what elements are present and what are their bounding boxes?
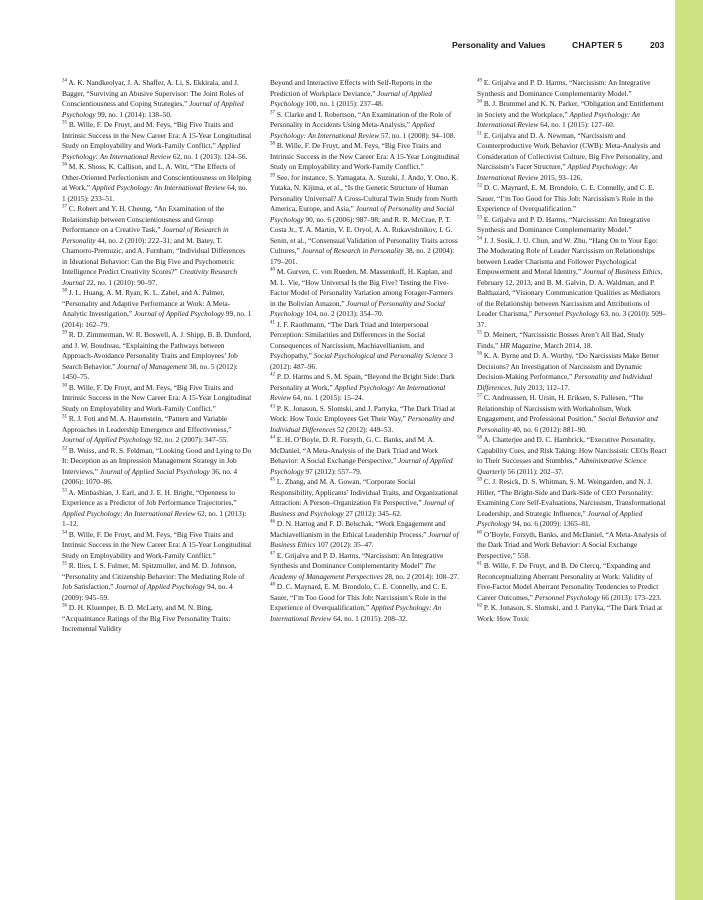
- reference-text: 94, no. 4 (2009): 945–59.: [62, 582, 233, 602]
- reference-text: 94, no. 6 (2009): 1365–81.: [510, 519, 591, 528]
- endnote-number: 43: [270, 404, 275, 410]
- reference-text: 36, no. 4 (2006): 1070–86.: [62, 466, 238, 486]
- publication-title: Journal of Business and Psychology: [270, 498, 454, 518]
- endnote-reference: [270, 551, 460, 583]
- reference-text: , March 2014, 18.: [540, 340, 593, 350]
- endnote-reference: [62, 530, 252, 562]
- endnote-reference: [270, 320, 460, 373]
- publication-title: Applied Psychology: An International Review: [91, 183, 226, 192]
- endnote-reference: [270, 110, 460, 142]
- reference-text: 66 (2013): 173–223.: [599, 592, 662, 602]
- endnotes-column-1: [62, 78, 252, 635]
- reference-text: D. C. Maynard, E. M. Brondolo, C. E. Connelly, and C. E. Sauer, “I’m Too Good for This Job: Narcissism’s Role in the Experience of Overqualification,”: [270, 582, 448, 612]
- reference-text: 62, no. 1 (2013): 1–12.: [62, 508, 247, 528]
- endnote-reference: [62, 603, 252, 635]
- publication-title: Journal of Applied Social Psychology: [99, 466, 210, 476]
- reference-text: R. Ilies, I. S. Fulmer, M. Spitzmuller, and M. D. Johnson, “Personality and Citizenship Behavior: The Mediating Role of Job Satisfaction,”: [62, 561, 245, 591]
- reference-text: E. Grijalva and D. A. Newman, “Narcissism and Counterproductive Work Behavior (CWB): Meta-Analysis and Consideration of Collectivist Culture, Big Five Personality, and Narcissism’s Facet Structure,”: [477, 130, 663, 171]
- reference-text: E. Grijalva and P. D. Harms, “Narcissism: An Integrative Synthesis and Dominance Complementarity Model.”: [477, 78, 651, 98]
- reference-text: M. K. Shoss, K. Callison, and L. A. Witt, “The Effects of Other-Oriented Perfectionism and Conscientiousness on Helping at Work,”: [62, 162, 252, 192]
- endnote-reference: [477, 330, 667, 351]
- endnote-reference: [270, 519, 460, 551]
- endnote-reference: [270, 435, 460, 477]
- reference-text: 44, no. 2 (2010): 222–31; and M. Batey, T. Chamorro-Premuzic, and A. Furnham, “Individual Differences in Ideational Behavior: Can the Big Five and Psychometric Intelligence Predict Creativity Scores?”: [62, 235, 246, 276]
- endnote-reference: [270, 267, 460, 320]
- endnote-number: 46: [270, 519, 275, 525]
- reference-text: D. C. Maynard, E. M. Brondolo, C. E. Connelly, and C. E. Sauer, “I’m Too Good for This Job: Narcissism’s Role in the Experience of Overqualification.”: [477, 183, 655, 213]
- endnote-number: 53: [477, 215, 482, 221]
- endnote-reference: [270, 477, 460, 519]
- reference-text: P. K. Jonason, S. Slomski, and J. Partyka, “The Dark Triad at Work: How Toxic: [477, 603, 663, 623]
- endnote-number: 50: [477, 99, 482, 105]
- endnote-number: 39: [270, 173, 275, 179]
- reference-text: D. H. Kluemper, B. D. McLarty, and M. N. Bing, “Acquaintance Ratings of the Big Five Personality Traits: Incremental Validity: [62, 603, 231, 633]
- reference-text: 99, no. 1 (2014): 162–79.: [62, 309, 252, 329]
- endnotes-column-2: [270, 78, 460, 624]
- endnote-number: 36: [62, 162, 67, 168]
- publication-title: Personality and Individual Differences: [477, 372, 653, 392]
- publication-title: Applied Psychology: An International Review: [270, 603, 442, 623]
- endnote-number: 45: [270, 477, 275, 483]
- reference-text: 64, no. 1 (2015): 15–24.: [291, 393, 364, 402]
- endnote-number: 39: [62, 330, 67, 336]
- endnote-number: 62: [477, 603, 482, 609]
- endnote-reference: [477, 530, 667, 562]
- reference-text: L. Zhang, and M. A. Gowan, “Corporate Social Responsibility, Applicants’ Individual Traits, and Organizational Attraction: A Person–Organization Fit Perspective,”: [270, 477, 458, 507]
- publication-title: Social Behavior and Personality: [477, 414, 658, 434]
- reference-text: E. Grijalva and P. D. Harms, “Narcissism: An Integrative Synthesis and Dominance Complementarity Model”: [270, 550, 444, 570]
- section-title: Personality and Values: [452, 40, 546, 50]
- publication-title: The Academy of Management Perspectives: [270, 561, 436, 581]
- reference-text: J. F. Rauthmann, “The Dark Triad and Interpersonal Perception: Similarities and Differences in the Social Consequences of Narcissism, Machiavellianism, and Psychopathy,”: [270, 319, 429, 360]
- reference-text: 3 (2012): 487–96.: [270, 351, 453, 371]
- publication-title: Applied Psychology: An International Review: [477, 109, 640, 129]
- endnote-reference: [62, 162, 252, 204]
- endnote-reference: [477, 561, 667, 603]
- chapter-label: CHAPTER 5: [572, 40, 623, 50]
- reference-text: A. Minbashian, J. Earl, and J. E. H. Bright, “Openness to Experience as a Predictor of Job Performance Trajectories,”: [62, 487, 237, 507]
- endnote-reference: [477, 435, 667, 477]
- endnote-number: 48: [270, 582, 275, 588]
- publication-title: Journal of Applied Psychology: [270, 88, 432, 108]
- publication-title: Journal of Applied Psychology: [133, 309, 224, 318]
- endnote-reference: [270, 141, 460, 173]
- reference-text: R. J. Foti and M. A. Hauenstein, “Pattern and Variable Approaches in Leadership Emergence and Effectiveness,”: [62, 414, 232, 434]
- publication-title: Applied Psychology: An International Review: [62, 141, 241, 161]
- publication-title: Applied Psychology: An International Review: [477, 162, 638, 182]
- endnote-reference: [62, 120, 252, 162]
- reference-text: B. Wille, F. De Fruyt, and M. Feys, “Big Five Traits and Intrinsic Success in the New Career Era: A 15-Year Longitudinal Study on Employability and Work-Family Conflict.”: [62, 529, 252, 560]
- reference-text: , July 2013, 112–17.: [510, 382, 570, 392]
- endnotes-column-3: [477, 78, 667, 624]
- publication-title: Journal of Research in Personality: [62, 225, 229, 245]
- endnote-number: 31: [62, 414, 67, 420]
- reference-text: 28, no. 2 (2014): 108–27.: [382, 571, 460, 581]
- reference-text: A. K. Nandkeolyar, J. A. Shaffer, A. Li, S. Ekkirala, and J. Bagger, “Surviving an Abusive Supervisor: The Joint Roles of Conscientiousness and Coping Strategies,”: [62, 78, 244, 108]
- endnote-number: 32: [62, 446, 67, 452]
- endnote-number: 34: [62, 78, 67, 84]
- reference-text: B. Wille, F. De Fruyt, and M. Feys, “Big Five Traits and Intrinsic Success in the New Career Era: A 15-Year Longitudinal Study on Employability and Work-Family Conflict,”: [62, 120, 252, 150]
- endnote-number: 58: [477, 435, 482, 441]
- publication-title: Applied Psychology: An International Review: [270, 120, 435, 140]
- reference-text: C. Robert and Y. H. Cheung, “An Examination of the Relationship between Conscientiousness and Group Performance on a Creative Task,”: [62, 204, 225, 234]
- endnote-number: 59: [477, 477, 482, 483]
- reference-text: R. D. Zimmerman, W. R. Boswell, A. J. Shipp, B. B. Dunford, and J. W. Boudreau, “Explaining the Pathways between Approach-Avoidance Personality Traits and Employees’ Job Search Behavior,”: [62, 330, 252, 371]
- reference-text: B. Weiss, and R. S. Feldman, “Looking Good and Lying to Do It: Deception as an Impression Management Strategy in Job Interviews,”: [62, 445, 252, 476]
- endnote-number: 35: [62, 561, 67, 567]
- reference-text: 64, no. 1 (2015): 127–60.: [538, 120, 615, 129]
- endnote-reference: [477, 183, 667, 215]
- reference-text: C. J. Resick, D. S. Whitman, S. M. Weingarden, and N. J. Hiller, “The Bright-Side and Dark-Side of CEO Personality: Examining Core Self-Evaluations, Narcissism, Transformational Leadership, and Strategic Influence,”: [477, 477, 666, 518]
- publication-title: HR Magazine: [500, 340, 541, 350]
- publication-title: Personnel Psychology: [533, 309, 599, 318]
- endnote-reference: [62, 414, 252, 446]
- reference-text: J. J. Sosik, J. U. Chun, and W. Zhu, “Hang On to Your Ego: The Moderating Role of Leader Narcissism on Relationships between Leader Charisma and Follower Psychological Empowerment and Moral Identity,”: [477, 235, 658, 276]
- endnote-reference: [477, 131, 667, 184]
- reference-text: See, for instance, S. Yamagata, A. Suzuki, J. Ando, Y. Ono, K. Yutaka, N. Kijima, et al., “Is the Genetic Structure of Human Personality Universal? A Cross-Cultural Twin Study from North America, Europe, and Asia,”: [270, 172, 459, 213]
- reference-text: P. D. Harms and S. M. Spain, “Beyond the Bright Side: Dark Personality at Work,”: [270, 372, 455, 392]
- reference-text: 22, no. 1 (2010): 90–97.: [84, 277, 158, 287]
- reference-text: B. Wille, F. De Fruyt, and M. Feys, “Big Five Traits and Intrinsic Success in the New Career Era: A 15-Year Longitudinal Study on Employability and Work-Family Conflict.”: [62, 382, 252, 413]
- endnote-reference: [62, 488, 252, 530]
- reference-text: , February 12, 2013, and B. M. Galvin, D. A. Waldman, and P. Balthazard, “Visionary Communication Qualities as Mediators of the Relationship between Narcissism and Attributions of Leader Charisma,”: [477, 267, 663, 318]
- endnote-reference: [477, 215, 667, 236]
- endnote-number: 40: [270, 267, 275, 273]
- reference-text: 52 (2012): 449–53.: [335, 424, 394, 434]
- publication-title: Personality and Individual Differences: [270, 414, 455, 434]
- reference-text: M. Gurven, C. von Rueden, M. Massenkoff, H. Kaplan, and M. L. Vie, “How Universal Is the Big Five? Testing the Five-Factor Model of Personality Variation among Forager-Farmers in the Bolivian Amazon,”: [270, 267, 453, 308]
- endnote-number: 44: [270, 435, 275, 441]
- reference-text: K. A. Byrne and D. A. Worthy, “Do Narcissists Make Better Decisions? An Investigation of Narcissism and Dynamic Decision-Making Performance,”: [477, 351, 660, 381]
- reference-text: 107 (2012): 35–47.: [315, 540, 374, 549]
- reference-text: 2015, 93–126.: [538, 172, 583, 182]
- publication-title: Journal of Research in Personality: [301, 246, 404, 255]
- publication-title: Journal of Management: [117, 361, 188, 371]
- publication-title: Journal of Applied Psychology: [477, 508, 643, 528]
- endnote-reference: [477, 99, 667, 131]
- publication-title: Journal of Applied Psychology: [115, 582, 206, 591]
- endnote-number: 34: [62, 530, 67, 536]
- publication-title: Personnel Psychology: [534, 592, 600, 602]
- reference-text: S. Clarke and I. Robertson, “An Examination of the Role of Personality in Accidents Using Meta-Analysis,”: [270, 109, 452, 129]
- page-number: 203: [650, 40, 665, 50]
- reference-text: 99, no. 1 (2014): 138–50.: [95, 109, 172, 119]
- publication-title: Social Psychological and Personality Science: [313, 351, 448, 360]
- reference-text: 100, no. 1 (2015): 237–48.: [303, 99, 384, 108]
- endnote-number: 33: [62, 488, 67, 494]
- running-header: [452, 40, 667, 50]
- reference-text: 97 (2012): 557–79.: [303, 466, 362, 476]
- reference-text: C. Andreassen, H. Ursin, H. Eriksen, S. Pallesen, “The Relationship of Narcissism with Workaholism, Work Engagement, and Professional Position,”: [477, 393, 644, 423]
- endnote-number: 38: [270, 141, 275, 147]
- endnote-reference: [477, 393, 667, 435]
- publication-title: Journal of Business Ethics: [582, 267, 661, 276]
- publication-title: Administrative Science Quarterly: [477, 456, 647, 476]
- reference-text: B. Wille, F. De Fruyt, and B. De Clercq, “Expanding and Reconceptualizing Aberrant Personality at Work: Validity of Five-Factor Model Aberrant Personality Tendencies to Predict Career Outcomes,”: [477, 561, 659, 602]
- reference-text: Beyond and Interactive Effects with Self-Reports in the Prediction of Workplace Deviance,”: [270, 78, 433, 98]
- endnote-reference: [270, 78, 460, 110]
- reference-text: P. K. Jonason, S. Slomski, and J. Partyka, “The Dark Triad at Work: How Toxic Employees Get Their Way,”: [270, 403, 456, 423]
- reference-text: 56 (2011): 202–37.: [505, 466, 564, 476]
- publication-title: Creativity Research Journal: [62, 267, 238, 287]
- publication-title: Journal of Applied Psychology: [62, 99, 244, 119]
- endnote-reference: [62, 330, 252, 383]
- endnote-number: 38: [62, 288, 67, 294]
- endnote-reference: [62, 561, 252, 603]
- endnote-reference: [477, 477, 667, 530]
- endnote-reference: [477, 603, 667, 624]
- endnote-reference: [477, 351, 667, 393]
- endnote-number: 30: [62, 383, 67, 389]
- endnote-number: 37: [270, 110, 275, 116]
- endnote-number: 57: [477, 393, 482, 399]
- endnote-reference: [62, 78, 252, 120]
- publication-title: Journal of Applied Psychology: [62, 435, 153, 444]
- reference-text: E. Grijalva and P. D. Harms, “Narcissism: An Integrative Synthesis and Dominance Complementarity Model.”: [477, 214, 651, 234]
- reference-text: 64, no. 1 (2015): 208–32.: [331, 613, 408, 623]
- reference-text: 90, no. 6 (2006): 987–98; and R. R. McCrae, P. T. Costa Jr., T. A. Martin, V. E. Oryol, A. A. Rukavishnikov, I. G. Senin, et al., “Consensual Validation of Personality Traits across Cultures,”: [270, 214, 458, 255]
- endnote-reference: [270, 372, 460, 404]
- endnote-number: 60: [477, 530, 482, 536]
- side-color-tab: [675, 0, 703, 900]
- reference-text: J. L. Huang, A. M. Ryan, K. L. Zabel, and A. Palmer, “Personality and Adaptive Performance at Work: A Meta-Analytic Investigation,”: [62, 288, 231, 318]
- endnote-number: 36: [62, 603, 67, 609]
- endnote-number: 35: [62, 120, 67, 126]
- endnote-reference: [270, 404, 460, 436]
- endnote-reference: [62, 383, 252, 415]
- publication-title: Applied Psychology: An International Review: [270, 382, 446, 402]
- reference-text: 27 (2012): 345–62.: [343, 508, 402, 518]
- endnote-reference: [477, 236, 667, 331]
- endnote-number: 54: [477, 236, 482, 242]
- reference-text: 57, no. 1 (2008): 94–108.: [379, 130, 456, 140]
- endnote-reference: [62, 288, 252, 330]
- endnote-number: 52: [477, 183, 482, 189]
- reference-text: 63, no. 3 (2010): 509–37.: [477, 309, 667, 329]
- reference-text: 40, no. 6 (2012): 881–90.: [510, 424, 587, 434]
- reference-text: A. Chatterjee and D. C. Hambrick, “Executive Personality, Capability Cues, and Risk Taking: How Narcissistic CEOs React to Their Successes and Stumbles,”: [477, 435, 667, 465]
- endnote-number: 51: [477, 131, 482, 137]
- endnote-number: 47: [270, 551, 275, 557]
- endnote-reference: [62, 204, 252, 288]
- reference-text: 92, no. 2 (2007): 347–55.: [152, 435, 229, 444]
- reference-text: 64, no. 1 (2015): 233–51.: [62, 183, 248, 203]
- endnote-number: 61: [477, 561, 482, 567]
- reference-text: B. Wille, F. De Fruyt, and M. Feys, “Big Five Traits and Intrinsic Success in the New Career Era: A 15-Year Longitudinal Study on Employability and Work-Family Conflict.”: [270, 141, 460, 171]
- publication-title: Journal of Applied Psychology: [270, 456, 453, 476]
- endnote-number: 55: [477, 330, 482, 336]
- publication-title: Journal of Business Ethics: [270, 529, 459, 549]
- endnote-reference: [477, 78, 667, 99]
- reference-text: 38, no. 2 (2004): 179–201.: [270, 246, 455, 266]
- endnote-number: 56: [477, 351, 482, 357]
- reference-text: O’Boyle, Forsyth, Banks, and McDaniel, “A Meta-Analysis of the Dark Triad and Work Behavior: A Social Exchange Perspective,” 558.: [477, 529, 667, 560]
- endnote-reference: [270, 582, 460, 624]
- endnote-number: 37: [62, 204, 67, 210]
- reference-text: 38, no. 5 (2012): 1450–75.: [62, 361, 238, 381]
- endnote-reference: [62, 446, 252, 488]
- reference-text: 62, no. 1 (2013): 124–56.: [171, 151, 248, 161]
- endnote-number: 41: [270, 320, 275, 326]
- endnote-number: 49: [477, 78, 482, 84]
- endnote-reference: [270, 173, 460, 268]
- publication-title: Journal of Personality and Social Psychology: [270, 204, 455, 224]
- reference-text: E. H. O’Boyle, D. R. Forsyth, G. C. Banks, and M. A. McDaniel, “A Meta-Analysis of the Dark Triad and Work Behavior: A Social Exchange Perspective,”: [270, 435, 439, 465]
- reference-text: 104, no. 2 (2013): 354–70.: [303, 309, 384, 318]
- endnote-number: 42: [270, 372, 275, 378]
- publication-title: Journal of Personality and Social Psychology: [270, 298, 445, 318]
- reference-text: D. Meinert, “Narcissistic Bosses Aren’t All Bad, Study Finds,”: [477, 330, 645, 350]
- publication-title: Applied Psychology: An International Review: [62, 508, 196, 518]
- reference-text: B. J. Brummel and K. N. Parker, “Obligation and Entitlement in Society and the Workplace,”: [477, 99, 664, 119]
- reference-text: D. N. Hartog and F. D. Belschak, “Work Engagement and Machiavellianism in the Ethical Leadership Process,”: [270, 519, 446, 539]
